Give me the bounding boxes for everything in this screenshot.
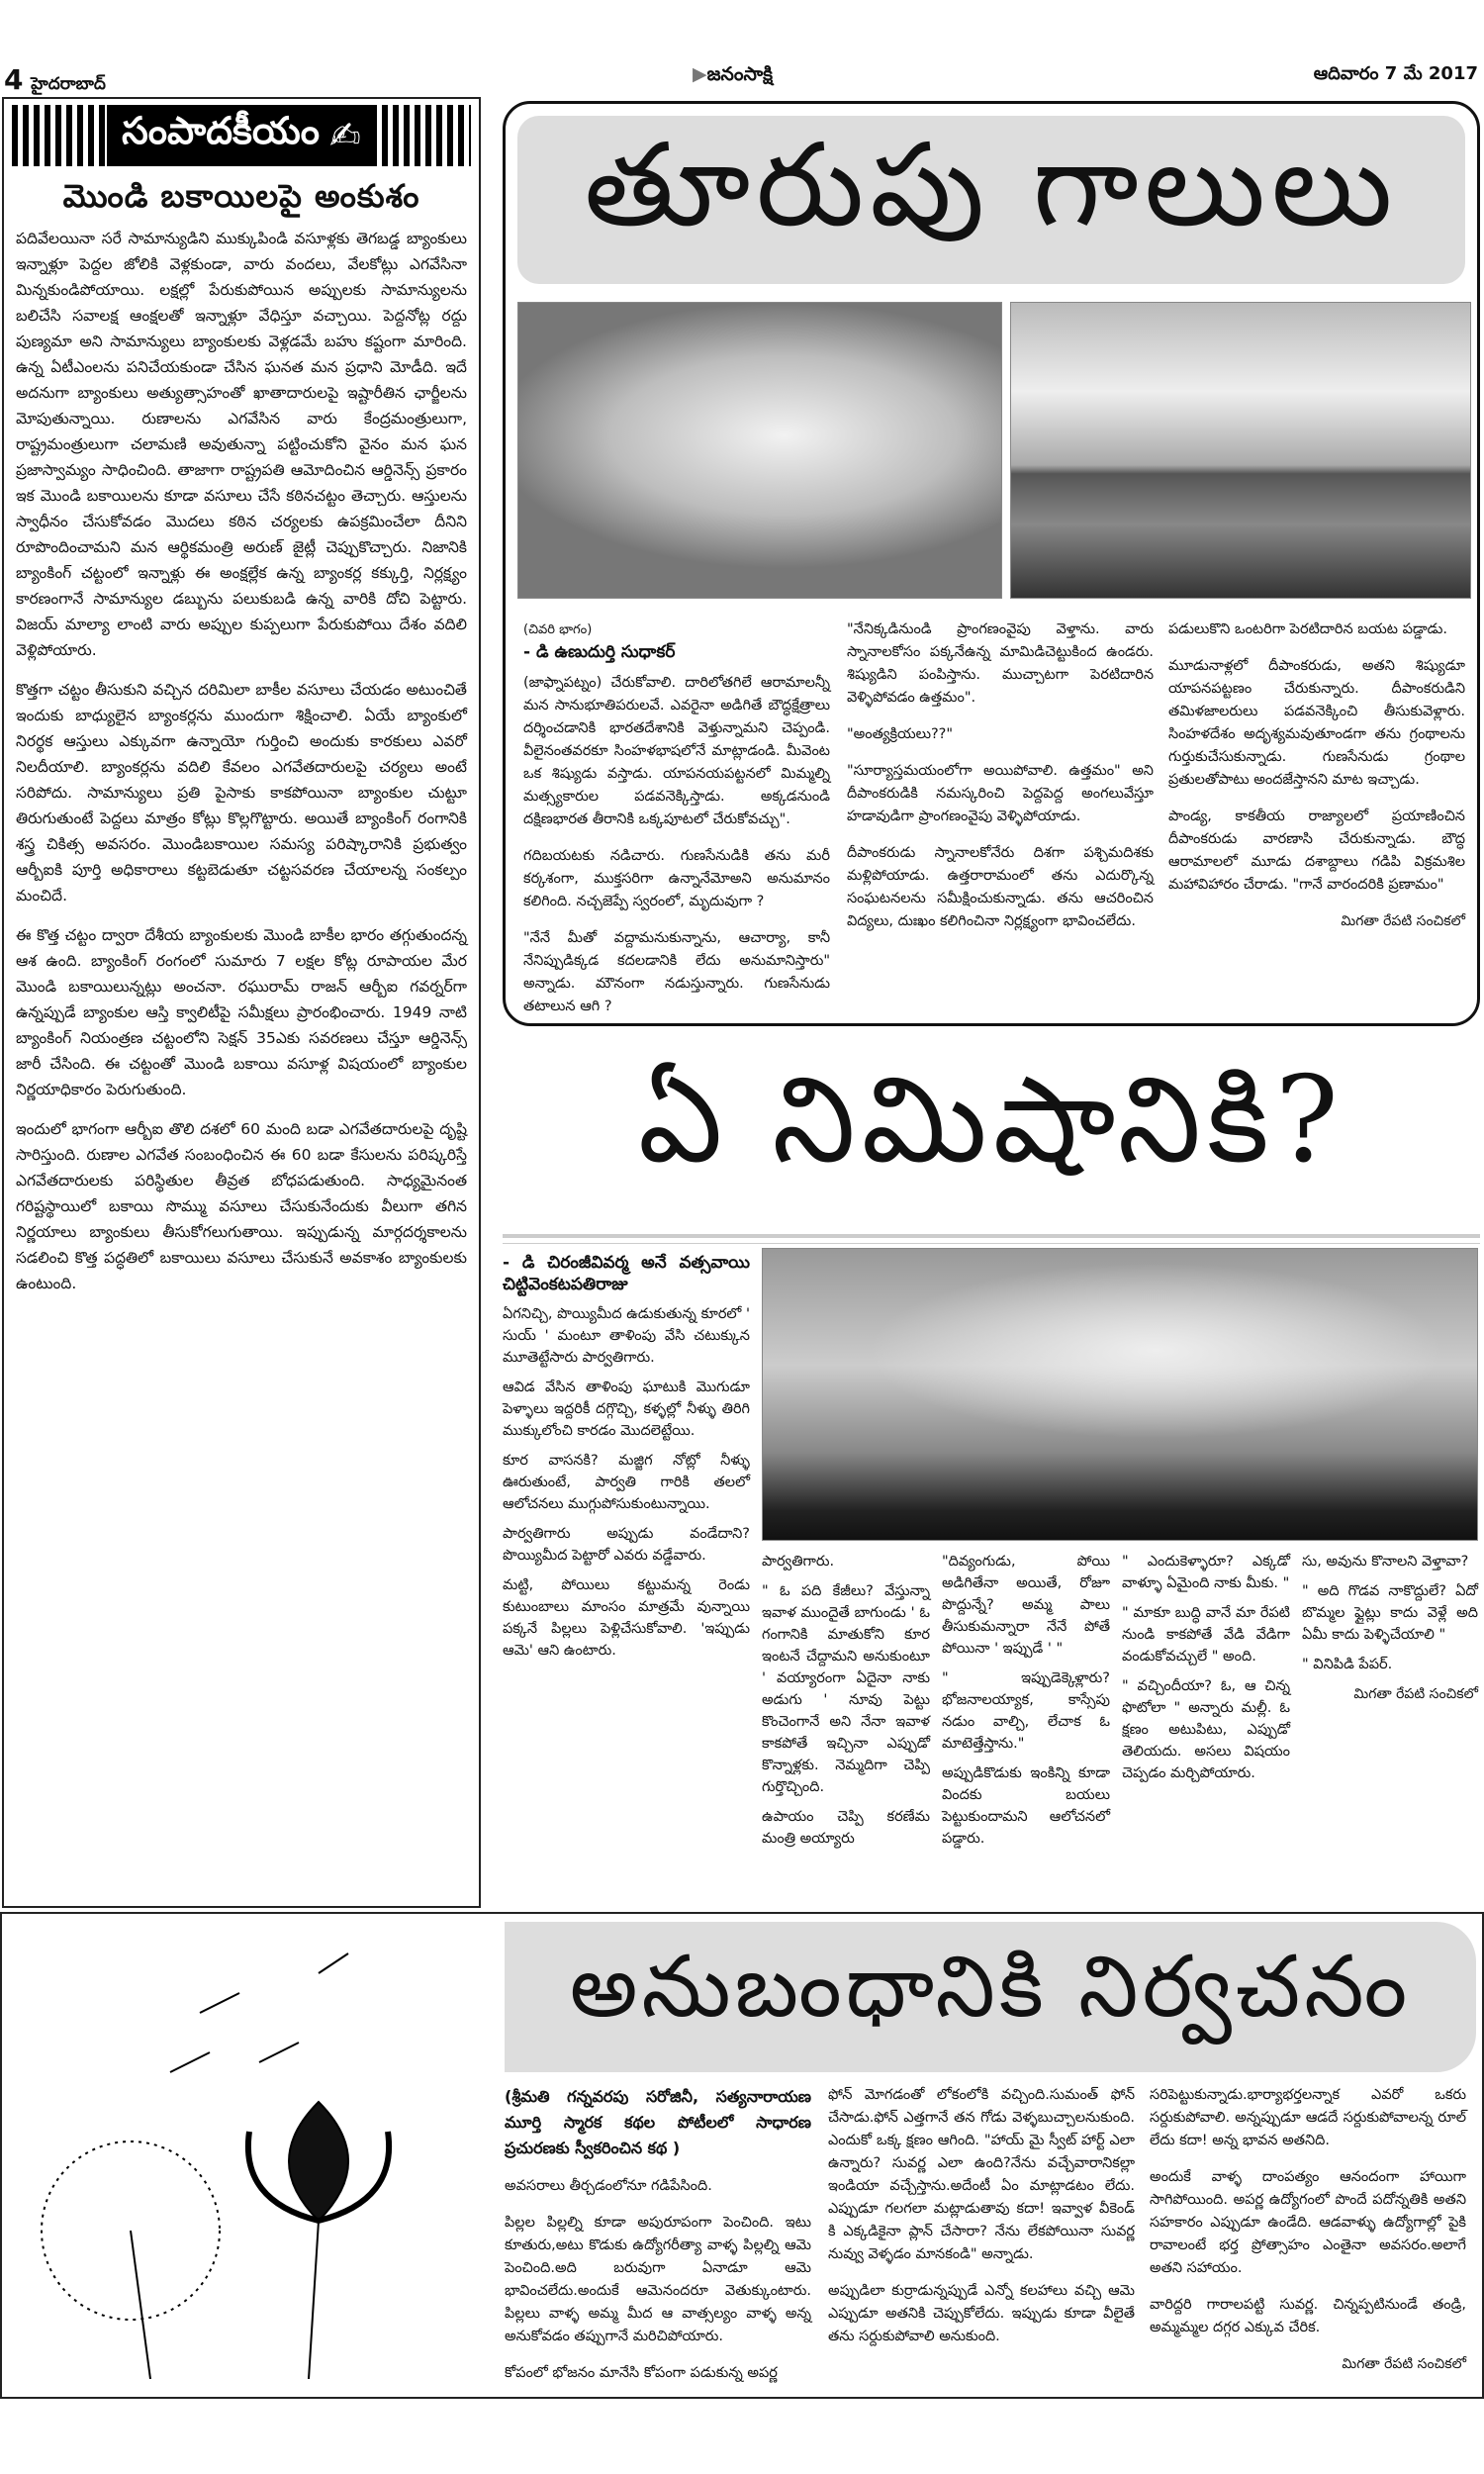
story-column xyxy=(1122,1551,1290,1792)
story-title: తూరుపు గాలులు xyxy=(517,116,1465,284)
paragraph: మూడునాళ్లలో దీపాంకరుడు, అతని శిష్యుడూ యాపనపట్టణం చేరుకున్నారు. దీపాంకరుడిని తమిళజాలరులు పడవనెక్కించి తీసుకువెళ్లారు. సింహళదేశం అదృశ్యమవుతూండగా తను గ్రంథాలను గుర్తుకుచేసుకున్నాడు. గుణసేనుడు గ్రంథాల ప్రతులతోపాటు అందజేస్తానని మాట ఇచ్చాడు. xyxy=(1168,658,1465,788)
paragraph: సరిపెట్టుకున్నాడు.భార్యాభర్తలన్నాక ఎవరో ఒకరు సర్దుకుపోవాలి. అన్నప్పుడూ ఆడదే సర్దుకుపోవాలన్న రూల్ లేదు కదా! అన్న భావన అతనిది. xyxy=(1150,2087,1466,2148)
paper-logo xyxy=(693,63,773,90)
paragraph: కొత్తగా చట్టం తీసుకుని వచ్చిన దరిమిలా బాకీల వసూలు చేయడం అటుంచితే ఇందుకు బాధ్యులైన బ్యాంకర్లను ముందుగా శిక్షించాలి. ఏయే బ్యాంకులో నిరర్థక ఆస్తులు ఎక్కువగా ఉన్నాయో గుర్తించి అందుకు కారకులు ఎవరో నిలదీయాలి. బ్యాంకర్లను వదిలి కేవలం ఎగవేతదారులపై చర్యలు అంటే సరిపోదు. సామాన్యులు ప్రతి పైసాకు కాకపోయినా బ్యాంకుల చుట్టూ తిరుగుతుంటే పెద్దలు మాత్రం కోట్లు కొల్లగొట్టారు. అయితే బ్యాంకింగ్ రంగానికి శస్త్ర చికిత్స అవసరం. మొండిబకాయిల సమస్య పరిష్కారానికి ప్రభుత్వం ఆర్బీఐకి పూర్తి అధికారాలు కట్టబెడుతూ చట్టసవరణ చేయాలన్న సంకల్పం మంచిదే. xyxy=(16,681,467,904)
paragraph: ఇందులో భాగంగా ఆర్బీఐ తొలి దశలో 60 మంది బడా ఎగవేతదారులపై దృష్టి సారిస్తుంది. రుణాల ఎగవేత సంబంధించిన ఈ 60 బడా కేసులను పరిష్కరిస్తే ఎగవేతదారులకు పరిస్థితుల తీవ్రత బోధపడుతుంది. సాధ్యమైనంత గరిష్టస్థాయిలో బకాయి సొమ్ము వసూలు చేసుకునేందుకు వీలుగా తగిన నిర్ణయాలు బ్యాంకులు తీసుకోగలుగుతాయి. ఇప్పుడున్న మార్గదర్శకాలను సడలించి కొత్త పద్ధతిలో బకాయిలు వసూలు చేసుకునే అవకాశం బ్యాంకులకు ఉంటుంది. xyxy=(16,1120,467,1292)
paragraph: దీపాంకరుడు స్నానాలకోనేరు దిశగా పశ్చిమదిశకు మళ్లిపోయాడు. ఉత్తరారామంలో తను ఎదుర్కొన్న సంఘటనలను సమీక్షించుకున్నాడు. తను ఆచరించిన విద్యలు, దుఃఖం కలిగించినా నిర్లక్ష్యంగా భావించలేదు. xyxy=(847,845,1154,929)
story-column xyxy=(1302,1551,1478,1705)
continued-note: మిగతా రేపటి సంచికలో xyxy=(1342,2356,1466,2372)
section-title: సంపాదకీయం xyxy=(122,109,321,152)
story-column xyxy=(942,1551,1110,1857)
byline: - డి చిరంజీవివర్మ అనే వత్సవాయి చిట్టివెంకటపతిరాజు xyxy=(503,1253,750,1294)
divider xyxy=(503,1234,1480,1244)
date: ఆదివారం 7 మే 2017 xyxy=(1313,63,1478,84)
story-turupu-galulu xyxy=(503,101,1480,1026)
story-column xyxy=(762,1551,930,1857)
paper-name: జనంసాక్షి xyxy=(706,63,773,85)
paragraph: "దివ్యంగుడు, పోయి అడిగితేనా అయితే, రోజూ పొద్దున్నే? అమ్మ పాలు తీసుకుమన్నారా నేనే పోతే పోయినా ' ఇప్పుడే ' " xyxy=(942,1554,1110,1657)
paragraph: "నేనే మీతో వద్దామనుకున్నాను, ఆచార్యా, కానీ నేనిప్పుడిక్కడ కదలడానికి లేదు అనుమానిస్తారు" అన్నాడు. మౌనంగా నడుస్తున్నారు. గుణసేనుడు తటాలున ఆగి ? xyxy=(523,930,830,1014)
part-label: (చివరి భాగం) xyxy=(523,622,593,637)
paragraph: వారిద్దరి గారాలపట్టి సువర్ణ. చిన్నప్పటినుండే తండ్రి, అమ్మమ్మల దగ్గర ఎక్కువ చేరిక. xyxy=(1150,2297,1466,2335)
seashore-photo xyxy=(1010,302,1471,599)
paragraph: అప్పుడిలా కుర్రాడున్నప్పుడే ఎన్నో కలహాలు వచ్చి ఆమె ఎప్పుడూ అతనికి చెప్పుకోలేదు. ఇప్పుడు కూడా వీలైతే తను సర్దుకుపోవాలి అనుకుంది. xyxy=(828,2283,1135,2344)
story-e-nimishaniki xyxy=(503,1036,1480,1897)
paragraph: ఆవిడ వేసిన తాళింపు ఘాటుకి మొగుడూ పెళ్ళాలు ఇద్దరికీ దగ్గొచ్చి, కళ్ళల్లో నీళ్ళు తిరిగి ముక్కులోంచి కారడం మొదలెట్టేయి. xyxy=(503,1380,750,1439)
paragraph: అప్పుడికొడుకు ఇంకిన్ని కూడా విందకు బయలు పెట్టుకుందామని ఆలోచనలో పడ్డారు. xyxy=(942,1765,1110,1847)
story-column xyxy=(503,1252,750,1669)
paragraph: ఉపాయం చెప్పి కరణేమ మంత్రి అయ్యారు xyxy=(762,1809,930,1847)
cloudy-sky-photo xyxy=(762,1248,1478,1541)
paragraph: పడులుకొని ఒంటరిగా పెరటిదారిన బయట పడ్డాడు. xyxy=(1168,621,1448,637)
paragraph: " వచ్చిందీయా? ఓ, ఆ చిన్న ఫొటోలా " అన్నారు మల్లీ. ఓ క్షణం అటుపిటు, ఎప్పుడో తెలియదు. అసలు విషయం చెప్పడం మర్చిపోయారు. xyxy=(1122,1678,1290,1781)
byline: - డి ఉణుదుర్తి సుధాకర్ xyxy=(523,642,676,662)
page-number: 4 xyxy=(4,63,24,96)
paragraph: ఈ కొత్త చట్టం ద్వారా దేశీయ బ్యాంకులకు మొండి బాకీల భారం తగ్గుతుందన్న ఆశ ఉంది. బ్యాంకింగ్ రంగంలో సుమారు 7 లక్షల కోట్ల రూపాయల మేర మొండి బకాయిలున్నట్లు అంచనా. రఘురామ్ రాజన్ ఆర్బీఐ గవర్నర్‌గా ఉన్నప్పుడే బ్యాంకుల ఆస్తి క్వాలిటీపై సమీక్షలు ప్రారంభించారు. 1949 నాటి బ్యాంకింగ్ నియంత్రణ చట్టంలోని సెక్షన్ 35ఎకు సవరణలు చేస్తూ ఆర్డినెన్స్ జారీ చేసింది. ఈ చట్టంతో మొండి బకాయి వసూళ్ల విషయంలో బ్యాంకుల నిర్ణయాధికారం పెరుగుతుంది. xyxy=(16,926,467,1098)
story-anubandhaniki-nirvachanam xyxy=(0,1912,1484,2399)
dandelion-illustration xyxy=(22,1934,487,2379)
story-column xyxy=(1168,618,1465,933)
editorial-body xyxy=(16,226,467,1310)
paragraph: మట్టి, పోయిలు కట్టుమన్న రెండు కుటుంబాలు మాంసం మాత్రమే వున్నాయి పక్కనే పిల్లలు పెళ్లిచేసుకోవాలి. 'ఇప్పుడు ఆమె' ఆని ఉంటారు. xyxy=(503,1577,750,1659)
continued-note: మిగతా రేపటి సంచికలో xyxy=(1341,913,1465,929)
city: హైదరాబాద్ xyxy=(31,74,106,94)
paragraph: " మాకూ బుద్ధి వానే మా రేపటి నుండి కాకపోతే వేడి వేడిగా వండుకోవచ్చులే " అంది. xyxy=(1122,1605,1290,1665)
logo-icon: ▶ xyxy=(693,63,707,85)
pen-icon: ✍ xyxy=(329,114,361,157)
paragraph: "సూర్యాస్తమయంలోగా అయిపోవాలి. ఉత్తమం" అని దీపాంకరుడికి నమస్కరించి పెద్దపెద్ద అంగలువేస్తూ హడావుడిగా ప్రాంగణంవైపు వెళ్ళిపోయాడు. xyxy=(847,763,1154,824)
story-title: అనుబంధానికి నిర్వచనం xyxy=(505,1922,1476,2072)
paragraph: పార్వతిగారు. xyxy=(762,1554,835,1570)
paragraph: అందుకే వాళ్ళ దాంపత్యం ఆనందంగా హాయిగా సాగిపోయింది. అపర్ణ ఉద్యోగంలో పొందే పదోన్నతికి అతని సహకారం ఎప్పుడూ ఉండేది. ఆడవాళ్ళు ఉద్యోగాల్లో పైకి రావాలంటే భర్త ప్రోత్సాహం ఎంతైనా అవసరం.అలాగే అతని సహాయం. xyxy=(1150,2169,1466,2276)
paragraph: పదివేలయినా సరే సామాన్యుడిని ముక్కుపిండి వసూళ్లకు తెగబడ్డ బ్యాంకులు ఇన్నాళ్లూ పెద్దల జోలికి వెళ్లకుండా, వారు వందలు, వేలకోట్లు ఎగవేసినా మిన్నకుండిపోయాయి. లక్షల్లో పేరుకుపోయిన అప్పులకు సామాన్యులను బలిచేసి సవాలక్ష ఆంక్షలతో ఇన్నాళ్లూ వేధిస్తూ వచ్చాయి. పెద్దనోట్ల రద్దు పుణ్యమా అని సామాన్యులు బ్యాంకులకు వెళ్లడమే బహు కష్టంగా మారింది. ఉన్న ఏటీఎంలను పనిచేయకుండా చేసిన ఘనత మన ప్రధాని మోడీది. ఇదే అదనుగా బ్యాంకులు అత్యుత్సాహంతో ఖాతాదారులపై ఇష్టారీతిన ఛార్జీలను మోపుతున్నాయి. రుణాలను ఎగవేసిన వారు కేంద్రమంత్రులుగా, రాష్ట్రమంత్రులుగా చలామణి అవుతున్నా పట్టించుకోని వైనం మన ఘన ప్రజాస్వామ్యం సాధించింది. తాజాగా రాష్ట్రపతి ఆమోదించిన ఆర్డినెన్స్ ప్రకారం ఇక మొండి బకాయిలను కూడా వసూలు చేసే కఠినచట్టం తెచ్చారు. ఆస్తులను స్వాధీనం చేసుకోవడం మొదలు కఠిన చర్యలకు ఉపక్రమించేలా దీనిని రూపొందించామని మన ఆర్థికమంత్రి అరుణ్ జైట్లీ చెప్పుకొచ్చారు. నిజానికి బ్యాంకింగ్ చట్టంలో ఇన్నాళ్లు ఈ అంక్షల్లేక ఉన్న బ్యాంకర్ల కక్కుర్తి, నిర్లక్ష్యం కారణంగానే సామాన్యుల డబ్బును పలుకుబడి ఉన్న వారికి దోచి పెట్టారు. విజయ్ మాల్యా లాంటి వారు అప్పుల కుప్పలుగా పేరుకుపోయి దేశం వదిలి వెళ్లిపోయారు. xyxy=(16,230,467,659)
paragraph: (జాఫ్నాపట్నం) చేరుకోవాలి. దారిలోతగిలే ఆరామాలన్నీ మన సానుభూతిపరులవే. ఎవరైనా అడిగితే బౌద్ధక్షేత్రాలు దర్శించడానికి భారతదేశానికి వెళ్తున్నామని చెప్పండి. వీలైనంతవరకూ సింహళభాషలోనే మాట్లాడండి. మీవెంట ఒక శిష్యుడు వస్తాడు. యాపనయపట్టనలో మిమ్మల్ని మత్స్యకారుల పడవనెక్కిస్తాడు. అక్కడనుండి దక్షిణభారత తీరానికి ఒక్కపూటలో చేరుకోవచ్చు". xyxy=(523,675,830,827)
paragraph: "అంత్యక్రియలు??" xyxy=(847,726,954,742)
story-title: ఏ నిమిషానికి? xyxy=(503,1036,1480,1234)
story-column xyxy=(1150,2084,1466,2376)
story-column xyxy=(828,2084,1135,2362)
paragraph: " ఓ పది కేజీలు? వేస్తున్నా ఇవాళ ముందైతే బాగుండు ' ఓ గంగానికి మాతుకోని కూర ఇంటనే చేద్దామని అనుకుంటూ ' వయ్యారంగా ఏదైనా నాకు అడుగు ' నూవు పెట్టు కొంచెంగానే అని నేనా ఇవాళ కాకపోతే ఇచ్చినా ఎప్పుడో కొన్నాళ్లకు. నెమ్మదిగా చెప్పి గుర్తొచ్చింది. xyxy=(762,1583,930,1795)
paragraph: గదిబయటకు నడిచారు. గుణసేనుడికి తను మరీ కర్కశంగా, ముక్తసరిగా ఉన్నానేమోఅని అనుమానం కలిగింది. నచ్చజెప్పే స్వరంలో, మృదువుగా ? xyxy=(523,848,830,909)
paragraph: అవసరాలు తీర్చడంలోనూ గడిపేసింది. xyxy=(505,2178,712,2194)
story-column xyxy=(523,618,830,1026)
paragraph: ఫోన్ మోగడంతో లోకంలోకి వచ్చింది.సుమంత్ ఫోన్ చేసాడు.ఫోన్ ఎత్తగానే తన గోడు వెళ్ళబుచ్చాలనుకుంది. ఎందుకో ఒక్క క్షణం ఆగింది. "హాయ్ మై స్వీట్ హార్ట్ ఎలా ఉన్నారు? సువర్ణ ఎలా ఉంది?నేను వచ్చేవారానికల్లా ఇండియా వచ్చేస్తాను.అదేంటీ ఏం మాట్లాడటం లేదు. ఎప్పుడూ గలగలా మట్లాడుతావు కదా! ఇవ్వాళ వీకెండ్ కి ఎక్కడికైనా ప్లాన్ చేసారా? నేను లేకపోయినా సువర్ణ నువ్వు వెళ్ళడం మానకండి" అన్నాడు. xyxy=(828,2087,1135,2262)
story-column xyxy=(847,618,1154,947)
editorial-column xyxy=(2,97,481,1908)
story-intro: (శ్రీమతి గన్నవరపు సరోజినీ, సత్యనారాయణ మూర్తి స్మారక కథల పోటీలలో సాధారణ ప్రచురణకు స్వీకరించిన కథ ) xyxy=(505,2087,811,2157)
paragraph: కోపంలో భోజనం మానేసి కోపంగా పడుకున్న అపర్ణ xyxy=(505,2365,778,2381)
paragraph: "నేనిక్కడినుండి ప్రాంగణంవైపు వెళ్తాను. వారు స్నానాలకోసం పక్కనేఉన్న మామిడిచెట్టుకింద ఉండరు. శిష్యుడిని పంపిస్తాను. ముచ్చాటగా పెరటిదారిన వెళ్ళిపోవడం ఉత్తమం". xyxy=(847,621,1154,706)
paragraph: " ఇప్పుడెక్కెళ్లారు? భోజనాలయ్యాక, కాస్సేపు నడుం వాల్చి, లేచాక ఓ మాటెత్తేస్తాను." xyxy=(942,1670,1110,1752)
paragraph: " వినిపిడి పేపర్. xyxy=(1302,1657,1393,1672)
editorial-headline: మొండి బకాయిలపై అంకుశం xyxy=(62,177,420,215)
reclining-buddha-photo xyxy=(517,302,1002,599)
page-number-city xyxy=(4,63,106,98)
continued-note: మిగతా రేపటి సంచికలో xyxy=(1353,1686,1478,1702)
paragraph: పిల్లల పిల్లల్ని కూడా అపురూపంగా పెంచింది. ఇటు కూతురు,అటు కొడుకు ఉద్యోగరీత్యా వాళ్ళ పిల్లల్ని ఆమె పెంచింది.అది బరువుగా ఏనాడూ ఆమె భావించలేదు.అందుకే ఆమెనందరూ వెతుక్కుంటారు. పిల్లలు వాళ్ళ అమ్మ మీద ఆ వాత్సల్యం వాళ్ళ అన్న అనుకోవడం తప్పుగానే మరిచిపోయారు. xyxy=(505,2215,811,2344)
story-column xyxy=(505,2084,811,2399)
paragraph: సు, అవును కొనాలని వెళ్తావా? xyxy=(1302,1554,1469,1570)
paragraph: " ఎందుకెళ్ళారూ? ఎక్కడో వాళ్ళూ ఏమైంది నాకు మీకు. " xyxy=(1122,1554,1290,1591)
paragraph: పాండ్య, కాకతీయ రాజ్యాలలో ప్రయాణించిన దీపాంకరుడు వారణాసి చేరుకున్నాడు. బౌద్ధ ఆరామాలలో మూడు దశాబ్దాలు గడిపి విక్రమశిల మహావిహారం చేరాడు. "గానే వారందరికి ప్రణామం" xyxy=(1168,809,1465,893)
paragraph: " అది గొడవ నాకొద్దులే? ఏదో బొమ్మల ఫ్లైట్లు కాదు వెళ్లే అది ఏమీ కాదు పెళ్ళిచేయాలి " xyxy=(1302,1583,1478,1643)
paragraph: ఏగనిచ్చి, పొయ్యిమీద ఉడుకుతున్న కూరలో ' సుయ్ ' మంటూ తాళింపు వేసి చటుక్కున మూతెట్టేసారు పార్వతిగారు. xyxy=(503,1306,750,1366)
editorial-masthead xyxy=(12,105,471,166)
paragraph: కూర వాసనకి? మజ్జిగ నోట్లో నీళ్ళు ఊరుతుంటే, పార్వతి గారికి తలలో ఆలోచనలు ముగ్గుపోసుకుంటున్నాయి. xyxy=(503,1453,750,1512)
paragraph: పార్వతిగారు అప్పుడు వండేదాని? పొయ్యిమీద పెట్టారో ఎవరు వడ్డేవారు. xyxy=(503,1526,750,1564)
